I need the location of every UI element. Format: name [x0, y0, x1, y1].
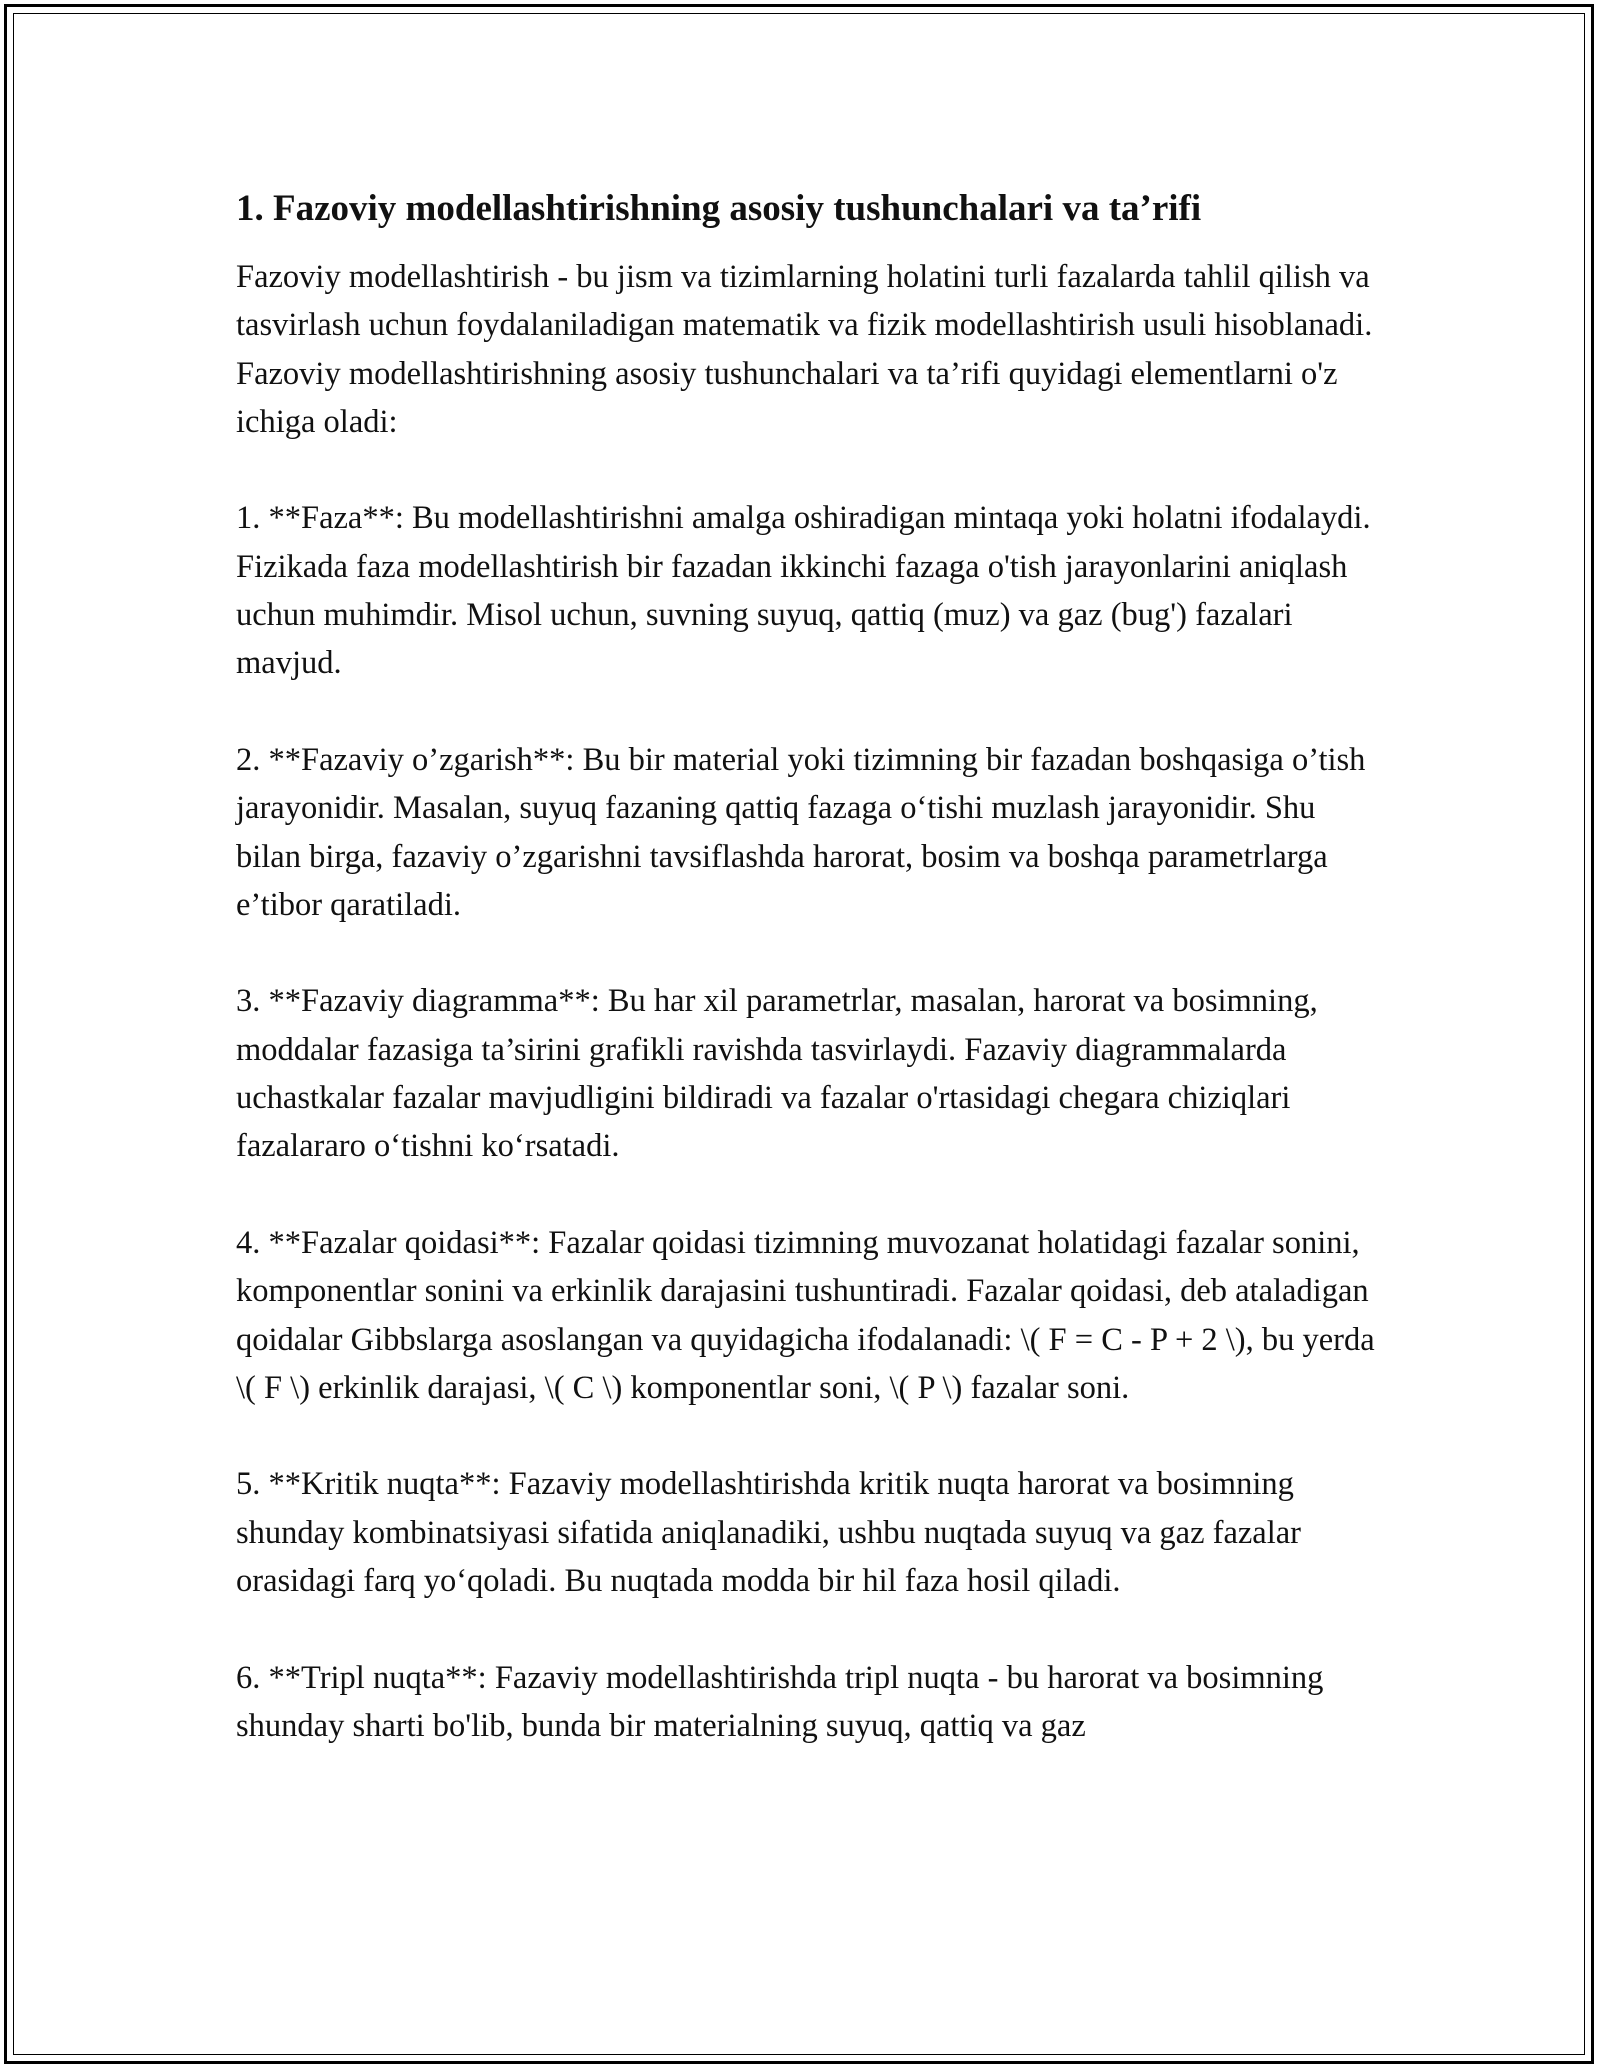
list-item-kritik-nuqta: 5. **Kritik nuqta**: Fazaviy modellashtirishda kritik nuqta harorat va bosimning shunday kombinatsiyasi sifatida aniqlanadiki, ushbu nuqtada suyuq va gaz fazalar orasidagi farq yo‘qoladi. Bu nuqtada modda bir hil faza hosil qiladi. [236, 1466, 1301, 1600]
section-title: 1. Fazoviy modellashtirishning asosiy tushunchalari va ta’rifi [236, 188, 1202, 229]
intro-paragraph: Fazoviy modellashtirish - bu jism va tizimlarning holatini turli fazalarda tahlil qilish va tasvirlash uchun foydalaniladigan matematik va fizik modellashtirish usuli hisoblanadi. Fazoviy modellashtirishning asosiy tushunchalari va ta’rifi quyidagi elementlarni o'z ichiga oladi: [236, 259, 1373, 440]
document-body [236, 185, 1386, 1799]
list-item-fazalar-qoidasi: 4. **Fazalar qoidasi**: Fazalar qoidasi tizimning muvozanat holatidagi fazalar sonini, komponentlar sonini va erkinlik darajasini tushuntiradi. Fazalar qoidasi, deb ataladigan qoidalar Gibbslarga asoslangan va quyidagicha ifodalanadi: \( F = C - P + 2 \), bu yerda \( F \) erkinlik darajasi, \( C \) komponentlar soni, \( P \) fazalar soni. [236, 1224, 1375, 1406]
list-item-fazaviy-diagramma: 3. **Fazaviy diagramma**: Bu har xil parametrlar, masalan, harorat va bosimning, moddalar fazasiga ta’sirini grafikli ravishda tasvirlaydi. Fazaviy diagrammalarda uchastkalar fazalar mavjudligini bildiradi va fazalar o'rtasidagi chegara chiziqlari fazalararo o‘tishni ko‘rsatadi. [236, 983, 1318, 1165]
list-item-fazaviy-ozgarish: 2. **Fazaviy o’zgarish**: Bu bir material yoki tizimning bir fazadan boshqasiga o’tish jarayonidir. Masalan, suyuq fazaning qattiq fazaga o‘tishi muzlash jarayonidir. Shu bilan birga, fazaviy o’zgarishni tavsiflashda harorat, bosim va boshqa parametrlarga e’tibor qaratiladi. [236, 741, 1366, 923]
list-item-tripl-nuqta: 6. **Tripl nuqta**: Fazaviy modellashtirishda tripl nuqta - bu harorat va bosimning shunday sharti bo'lib, bunda bir materialning suyuq, qattiq va gaz [236, 1659, 1324, 1744]
list-item-faza: 1. **Faza**: Bu modellashtirishni amalga oshiradigan mintaqa yoki holatni ifodalaydi. Fizikada faza modellashtirish bir fazadan ikkinchi fazaga o'tish jarayonlarini aniqlash uchun muhimdir. Misol uchun, suvning suyuq, qattiq (muz) va gaz (bug') fazalari mavjud. [236, 500, 1371, 682]
